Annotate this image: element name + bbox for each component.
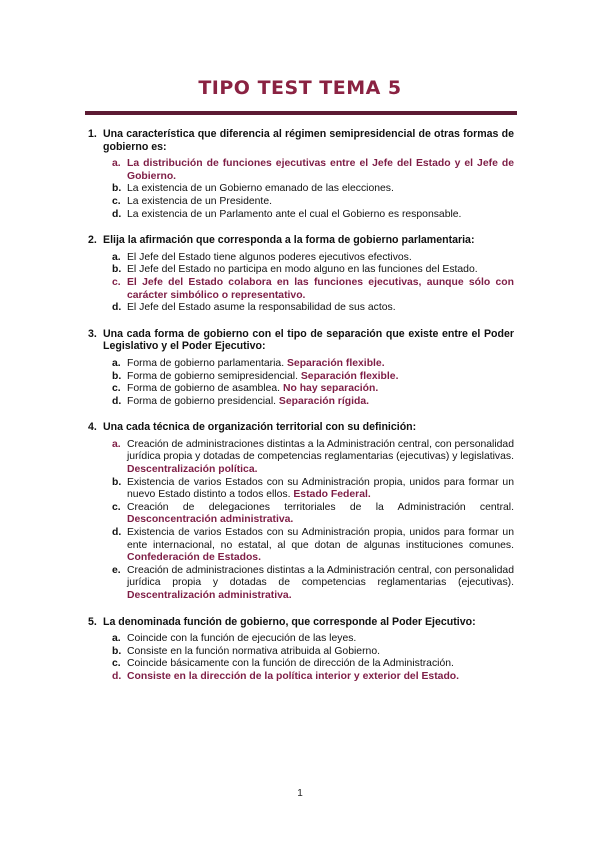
option-letter: b. [112,476,122,488]
option [112,252,514,265]
option-answer: Desconcentración administrativa. [127,514,294,526]
question-number: 1. [88,128,97,140]
option [112,358,514,371]
option-letter: d. [112,208,122,220]
question-4 [88,421,514,602]
option-letter: c. [112,658,121,670]
option-text: El Jefe del Estado no participa en modo alguno en las funciones del Estado. [127,264,478,276]
option [112,633,514,646]
option-text: Existencia de varios Estados con su Administración propia, unidos para formar un ente internacional, no estatal, al que dotan de algunas instituciones comunes. [127,527,514,551]
option [112,264,514,277]
option-letter: d. [112,670,122,682]
option-list [112,158,514,221]
question-text: Elija la afirmación que corresponda a la forma de gobierno parlamentaria: [103,234,475,247]
option-letter: b. [112,645,122,657]
option-answer: Confederación de Estados. [127,552,261,564]
option-letter: c. [112,383,121,395]
option-letter: b. [112,183,122,195]
question-list [88,128,514,697]
option-answer: Descentralización política. [127,464,258,476]
option-letter: a. [112,357,121,369]
option-answer: Separación rígida. [278,395,369,407]
question-1 [88,128,514,221]
option-text: Creación de delegaciones territoriales de la Administración central. [127,501,514,513]
option-text: Forma de gobierno semipresidencial. [127,370,298,382]
option-letter: d. [112,302,122,314]
option-letter: a. [112,251,121,263]
option-text: Consiste en la función normativa atribuida al Gobierno. [127,645,380,657]
option-list [112,439,514,603]
option-text: La existencia de un Parlamento ante el cual el Gobierno es responsable. [127,208,462,220]
option-text: Coincide básicamente con la función de dirección de la Administración. [127,658,454,670]
option-letter: e. [112,564,121,576]
option-letter: c. [112,501,121,513]
question-text: Una característica que diferencia al régimen semipresidencial de otras formas de gobierno es: [103,128,514,153]
option [112,383,514,396]
option [112,439,514,477]
option-letter: a. [112,438,121,450]
option [112,565,514,603]
option-text: Consiste en la dirección de la política interior y exterior del Estado. [127,670,460,682]
option [112,396,514,409]
option [112,646,514,659]
option-text: El Jefe del Estado colabora en las funciones ejecutivas, aunque sólo con carácter simbólico o representativo. [127,276,514,301]
option-text: Creación de administraciones distintas a la Administración central, con personalidad jurídica propia y dotadas de competencias reglamentarias (ejecutivas). [127,564,514,589]
option [112,527,514,565]
option-correct [112,158,514,183]
option-text: La existencia de un Gobierno emanado de las elecciones. [127,183,394,195]
option-letter: b. [112,370,122,382]
question-number: 2. [88,234,97,247]
question-text: La denominada función de gobierno, que corresponde al Poder Ejecutivo: [103,615,476,628]
option-text: La distribución de funciones ejecutivas entre el Jefe del Estado y el Jefe de Gobierno. [127,158,514,182]
option-letter: c. [112,276,121,288]
option-letter: a. [112,633,121,645]
option [112,302,514,315]
option [112,371,514,384]
option [112,502,514,527]
title-divider [85,111,517,115]
option-text: Creación de administraciones distintas a la Administración central, con personalidad jurídica propia y dotadas de competencias reglamentarias (ejecutivas) y legislativas. [127,438,514,463]
option-text: El Jefe del Estado asume la responsabilidad de sus actos. [127,302,396,314]
option-text: Forma de gobierno parlamentaria. [127,357,285,369]
option [112,183,514,196]
option-text: Coincide con la función de ejecución de las leyes. [127,633,357,645]
option-letter: a. [112,158,121,170]
question-text: Una cada forma de gobierno con el tipo de separación que existe entre el Poder Legislativo y el Poder Ejecutivo: [103,327,514,353]
option-letter: c. [112,195,121,207]
option-correct [112,277,514,302]
option-text: Forma de gobierno de asamblea. [127,383,281,395]
page-title: TIPO TEST TEMA 5 [198,77,402,99]
option [112,196,514,209]
option-letter: b. [112,264,122,276]
option-text: Existencia de varios Estados con su Administración propia, unidos para formar un nuevo Estado distinto a todos ellos. [127,476,514,501]
option [112,209,514,222]
option-list [112,633,514,683]
question-2 [88,234,514,315]
option-answer: Estado Federal. [293,489,371,501]
question-5 [88,616,514,684]
question-number: 3. [88,327,97,340]
option-text: El Jefe del Estado tiene algunos poderes ejecutivos efectivos. [127,251,412,263]
option-answer: Separación flexible. [300,370,399,382]
option [112,658,514,671]
option-answer: Separación flexible. [287,357,385,369]
option-list [112,358,514,408]
option-text: La existencia de un Presidente. [127,195,272,207]
option [112,477,514,502]
question-number: 4. [88,421,97,434]
option-correct [112,671,514,684]
question-number: 5. [88,615,97,628]
option-answer: Descentralización administrativa. [127,590,292,601]
option-answer: No hay separación. [282,383,379,395]
option-letter: d. [112,527,122,539]
option-text: Forma de gobierno presidencial. [127,395,277,407]
option-list [112,252,514,315]
option-letter: d. [112,395,122,407]
question-3 [88,328,514,409]
question-text: Una cada técnica de organización territorial con su definición: [103,421,417,434]
page-number: 1 [297,788,303,799]
